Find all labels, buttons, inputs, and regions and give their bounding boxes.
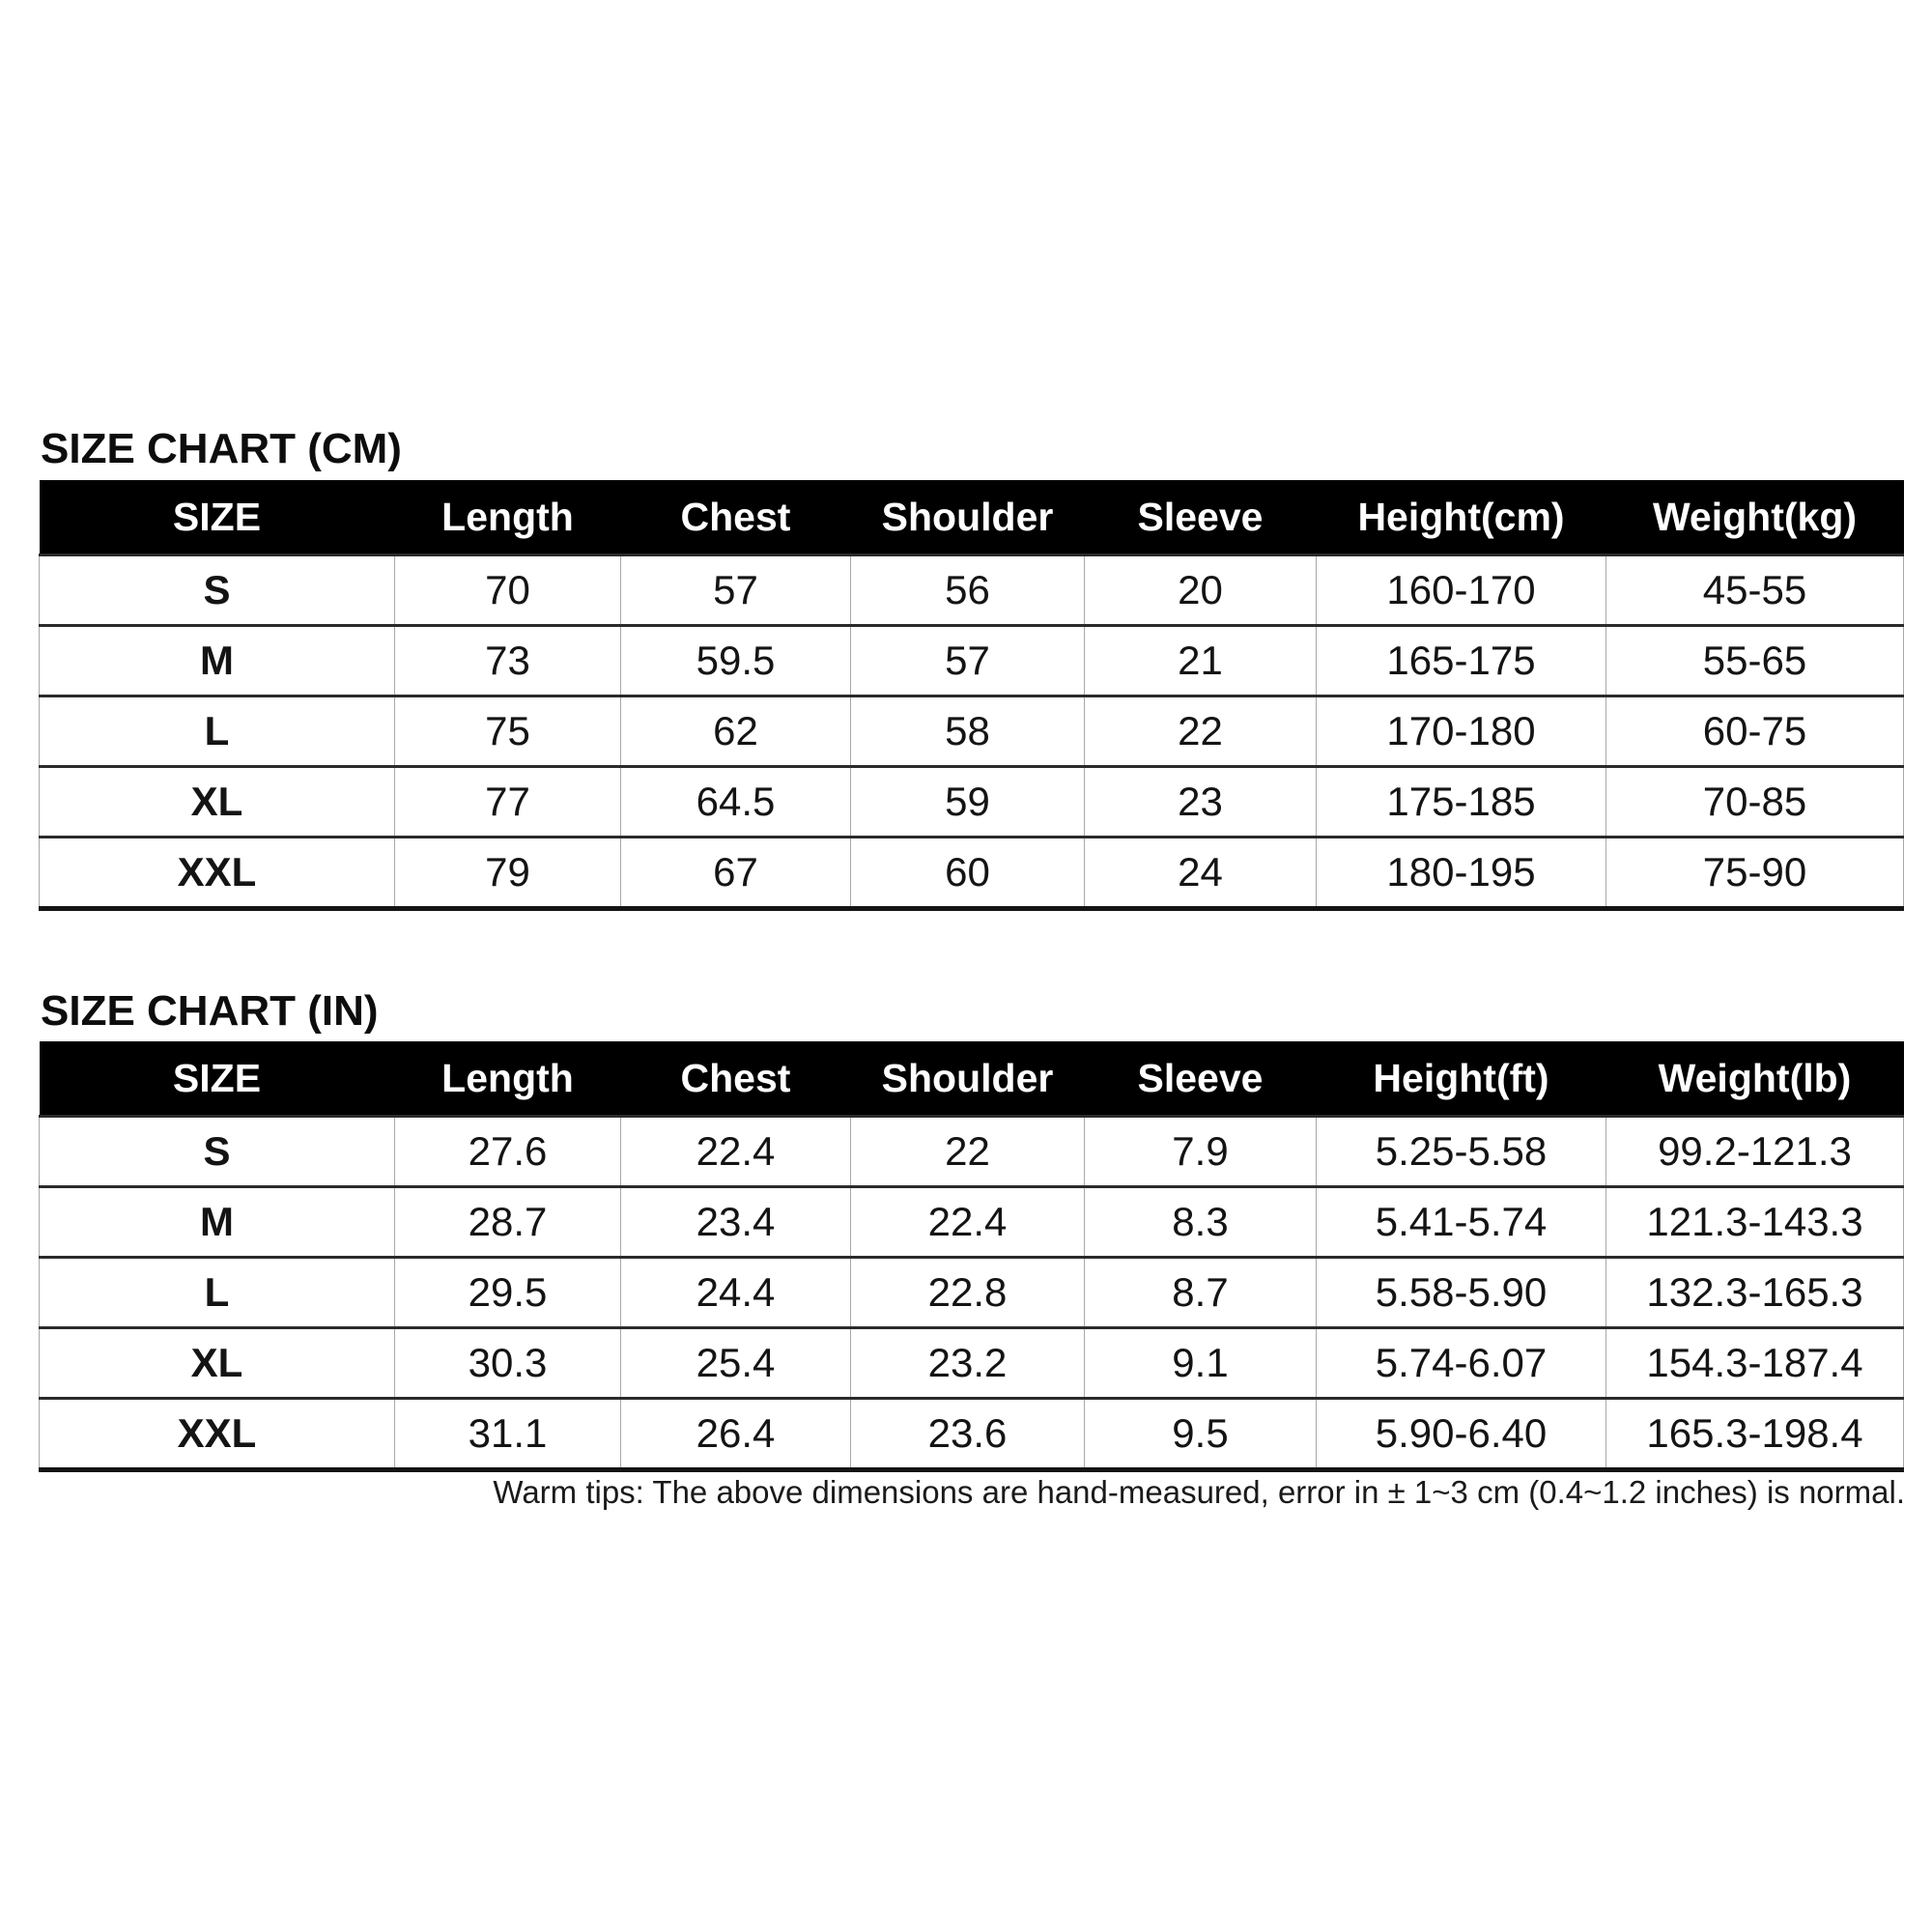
size-cell: M [40,1187,395,1258]
value-cell: 22.8 [851,1258,1085,1328]
table-row-s [40,1117,1904,1187]
value-cell: 5.58-5.90 [1317,1258,1606,1328]
value-cell: 75 [395,696,621,767]
value-cell: 132.3-165.3 [1606,1258,1904,1328]
table-row-m [40,626,1904,696]
value-cell: 165-175 [1317,626,1606,696]
value-cell: 70-85 [1606,767,1904,838]
value-cell: 23.4 [621,1187,851,1258]
size-cell: XL [40,767,395,838]
column-header-size: SIZE [40,1041,395,1117]
value-cell: 23.2 [851,1328,1085,1399]
value-cell: 20 [1085,555,1317,626]
value-cell: 21 [1085,626,1317,696]
value-cell: 8.3 [1085,1187,1317,1258]
size-cell: S [40,555,395,626]
size-cell: S [40,1117,395,1187]
value-cell: 58 [851,696,1085,767]
size-chart-in-title: SIZE CHART (IN) [41,987,379,1035]
column-header-size: SIZE [40,480,395,555]
warm-tips-note: Warm tips: The above dimensions are hand-measured, error in ± 1~3 cm (0.4~1.2 inches) is normal. [493,1474,1905,1510]
value-cell: 77 [395,767,621,838]
value-cell: 22 [851,1117,1085,1187]
header-row [40,480,1904,555]
value-cell: 22.4 [621,1117,851,1187]
value-cell: 5.74-6.07 [1317,1328,1606,1399]
value-cell: 154.3-187.4 [1606,1328,1904,1399]
value-cell: 24 [1085,838,1317,909]
column-header-length: Length [395,480,621,555]
value-cell: 24.4 [621,1258,851,1328]
column-header-weight-kg: Weight(kg) [1606,480,1904,555]
value-cell: 67 [621,838,851,909]
value-cell: 7.9 [1085,1117,1317,1187]
column-header-chest: Chest [621,1041,851,1117]
table-row-l [40,1258,1904,1328]
size-chart-in-table [39,1041,1904,1472]
column-header-shoulder: Shoulder [851,1041,1085,1117]
value-cell: 55-65 [1606,626,1904,696]
value-cell: 5.41-5.74 [1317,1187,1606,1258]
size-cell: XXL [40,1399,395,1470]
table-row-s [40,555,1904,626]
column-header-weight-lb: Weight(lb) [1606,1041,1904,1117]
table-row-xxl [40,1399,1904,1470]
value-cell: 26.4 [621,1399,851,1470]
column-header-shoulder: Shoulder [851,480,1085,555]
value-cell: 160-170 [1317,555,1606,626]
value-cell: 29.5 [395,1258,621,1328]
size-chart-cm-title: SIZE CHART (CM) [41,425,402,472]
column-header-chest: Chest [621,480,851,555]
size-chart-cm-table [39,480,1904,911]
table-row-m [40,1187,1904,1258]
value-cell: 8.7 [1085,1258,1317,1328]
value-cell: 121.3-143.3 [1606,1187,1904,1258]
value-cell: 165.3-198.4 [1606,1399,1904,1470]
value-cell: 27.6 [395,1117,621,1187]
value-cell: 59 [851,767,1085,838]
value-cell: 175-185 [1317,767,1606,838]
value-cell: 60 [851,838,1085,909]
table-row-l [40,696,1904,767]
value-cell: 31.1 [395,1399,621,1470]
column-header-height-cm: Height(cm) [1317,480,1606,555]
value-cell: 5.90-6.40 [1317,1399,1606,1470]
value-cell: 9.1 [1085,1328,1317,1399]
value-cell: 23 [1085,767,1317,838]
value-cell: 73 [395,626,621,696]
value-cell: 180-195 [1317,838,1606,909]
value-cell: 22 [1085,696,1317,767]
column-header-height-ft: Height(ft) [1317,1041,1606,1117]
value-cell: 45-55 [1606,555,1904,626]
size-cell: L [40,696,395,767]
value-cell: 9.5 [1085,1399,1317,1470]
table-row-xxl [40,838,1904,909]
size-cell: XXL [40,838,395,909]
value-cell: 79 [395,838,621,909]
table-row-xl [40,1328,1904,1399]
value-cell: 60-75 [1606,696,1904,767]
value-cell: 170-180 [1317,696,1606,767]
size-cell: M [40,626,395,696]
column-header-sleeve: Sleeve [1085,1041,1317,1117]
value-cell: 57 [851,626,1085,696]
value-cell: 62 [621,696,851,767]
value-cell: 22.4 [851,1187,1085,1258]
table-row-xl [40,767,1904,838]
value-cell: 56 [851,555,1085,626]
value-cell: 57 [621,555,851,626]
value-cell: 28.7 [395,1187,621,1258]
value-cell: 25.4 [621,1328,851,1399]
value-cell: 59.5 [621,626,851,696]
value-cell: 99.2-121.3 [1606,1117,1904,1187]
size-cell: L [40,1258,395,1328]
value-cell: 64.5 [621,767,851,838]
header-row [40,1041,1904,1117]
value-cell: 30.3 [395,1328,621,1399]
value-cell: 23.6 [851,1399,1085,1470]
value-cell: 75-90 [1606,838,1904,909]
size-cell: XL [40,1328,395,1399]
column-header-sleeve: Sleeve [1085,480,1317,555]
value-cell: 5.25-5.58 [1317,1117,1606,1187]
value-cell: 70 [395,555,621,626]
column-header-length: Length [395,1041,621,1117]
